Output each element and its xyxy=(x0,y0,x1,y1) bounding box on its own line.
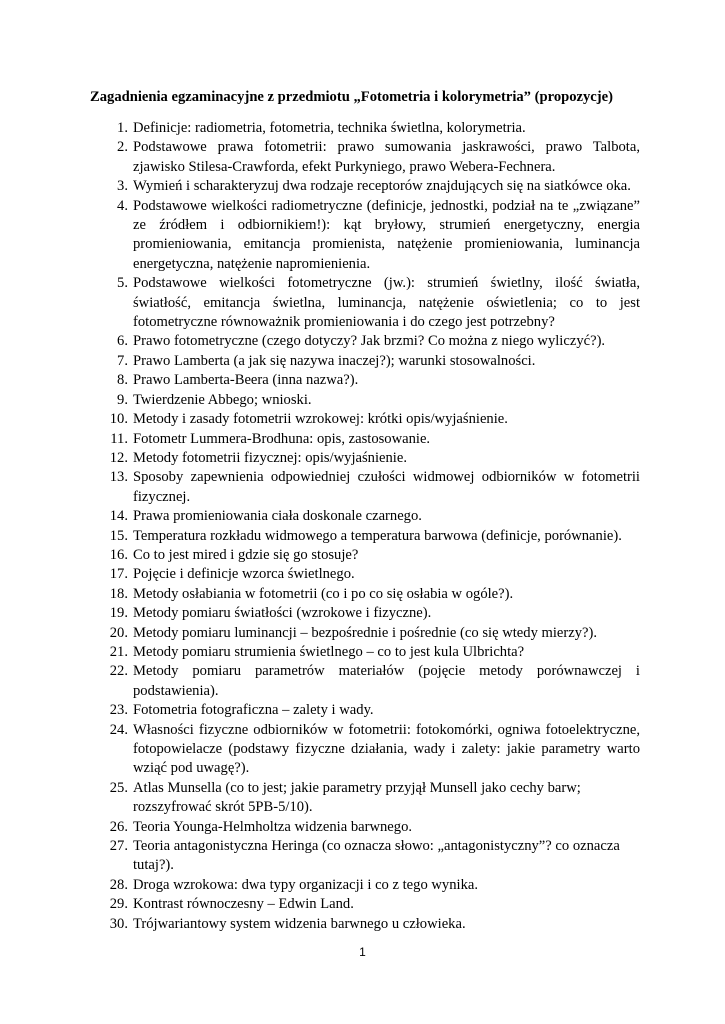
item-text: Metody osłabiania w fotometrii (co i po co się osłabia w ogóle?). xyxy=(133,585,514,602)
item-text: Sposoby zapewnienia odpowiedniej czułości widmowej odbiorników w fotometrii fizycznej. xyxy=(133,469,640,505)
item-number: 17. xyxy=(109,566,128,583)
item-number: 6. xyxy=(117,333,128,350)
item-number: 2. xyxy=(117,139,128,156)
item-number: 12. xyxy=(109,449,128,466)
item-text: Teoria Younga-Helmholtza widzenia barwnego. xyxy=(133,818,413,835)
list-item xyxy=(90,449,640,468)
list-item xyxy=(90,391,640,410)
list-item xyxy=(90,332,640,351)
item-text: Definicje: radiometria, fotometria, technika świetlna, kolorymetria. xyxy=(133,120,526,136)
list-item xyxy=(90,818,640,837)
item-text: Metody i zasady fotometrii wzrokowej: krótki opis/wyjaśnienie. xyxy=(133,411,508,428)
list-item xyxy=(90,585,640,604)
list-item xyxy=(90,624,640,643)
list-item xyxy=(90,837,640,876)
item-number: 25. xyxy=(109,779,128,796)
item-number: 22. xyxy=(109,663,128,680)
question-list xyxy=(90,119,640,934)
item-number: 11. xyxy=(110,430,128,447)
item-text: Atlas Munsella (co to jest; jakie parametry przyjął Munsell jako cechy barw; rozszyfrować skrót 5PB-5/10). xyxy=(133,779,581,816)
list-item xyxy=(90,352,640,371)
item-text: Wymień i scharakteryzuj dwa rodzaje receptorów znajdujących się na siatkówce oka. xyxy=(133,178,631,195)
item-text: Co to jest mired i gdzie się go stosuje? xyxy=(133,546,359,563)
item-text: Metody pomiaru strumienia świetlnego – co to jest kula Ulbrichta? xyxy=(133,643,525,660)
item-text: Metody pomiaru luminancji – bezpośrednie i pośrednie (co się wtedy mierzy?). xyxy=(133,624,598,641)
item-number: 13. xyxy=(109,469,128,486)
item-number: 9. xyxy=(117,391,128,408)
list-item xyxy=(90,430,640,449)
item-text: Prawa promieniowania ciała doskonale czarnego. xyxy=(133,508,422,525)
item-number: 30. xyxy=(109,915,128,932)
list-item xyxy=(90,138,640,177)
item-number: 14. xyxy=(109,508,128,525)
item-text: Podstawowe wielkości radiometryczne (definicje, jednostki, podział na te „związane” ze źródłem i odbiornikiem!): kąt bryłowy, strumień energetyczny, energia promieniowania, emitancja promienista, natężenie promieniowania, luminancja energetyczna, natężenie napromienienia. xyxy=(133,197,640,272)
item-text: Metody fotometrii fizycznej: opis/wyjaśnienie. xyxy=(133,449,407,466)
list-item xyxy=(90,177,640,196)
list-item xyxy=(90,662,640,701)
list-item xyxy=(90,119,640,138)
item-text: Pojęcie i definicje wzorca świetlnego. xyxy=(133,566,355,583)
list-item xyxy=(90,527,640,546)
item-text: Prawo fotometryczne (czego dotyczy? Jak brzmi? Co można z niego wyliczyć?). xyxy=(133,333,606,350)
item-number: 26. xyxy=(109,818,128,835)
item-number: 1. xyxy=(117,120,128,136)
item-text: Prawo Lamberta-Beera (inna nazwa?). xyxy=(133,372,359,389)
item-text: Metody pomiaru parametrów materiałów (pojęcie metody porównawczej i podstawienia). xyxy=(133,663,640,699)
list-item xyxy=(90,895,640,914)
item-number: 27. xyxy=(109,838,128,855)
item-text: Temperatura rozkładu widmowego a temperatura barwowa (definicje, porównanie). xyxy=(133,527,622,544)
item-text: Metody pomiaru światłości (wzrokowe i fizyczne). xyxy=(133,605,432,622)
item-number: 29. xyxy=(109,896,128,913)
list-item xyxy=(90,274,640,332)
item-number: 28. xyxy=(109,876,128,893)
item-text: Fotometr Lummera-Brodhuna: opis, zastosowanie. xyxy=(133,430,431,447)
list-item xyxy=(90,721,640,779)
item-number: 10. xyxy=(109,411,128,428)
page-number: 1 xyxy=(359,945,366,959)
item-text: Twierdzenie Abbego; wnioski. xyxy=(133,391,312,408)
item-text: Podstawowe prawa fotometrii: prawo sumowania jaskrawości, prawo Talbota, zjawisko Stilesa-Crawforda, efekt Purkyniego, prawo Webera-Fechnera. xyxy=(133,139,640,175)
list-item xyxy=(90,197,640,275)
list-item xyxy=(90,507,640,526)
list-item xyxy=(90,915,640,934)
list-item xyxy=(90,371,640,390)
item-number: 5. xyxy=(117,275,128,292)
item-text: Kontrast równoczesny – Edwin Land. xyxy=(133,896,354,913)
item-number: 21. xyxy=(109,643,128,660)
list-item xyxy=(90,701,640,720)
list-item xyxy=(90,565,640,584)
item-number: 16. xyxy=(109,546,128,563)
item-number: 3. xyxy=(117,178,128,195)
item-number: 4. xyxy=(117,197,128,214)
document-title: Zagadnienia egzaminacyjne z przedmiotu „Fotometria i kolorymetria” (propozycje) xyxy=(90,89,613,105)
item-number: 20. xyxy=(109,624,128,641)
list-item xyxy=(90,604,640,623)
list-item xyxy=(90,643,640,662)
item-number: 8. xyxy=(117,372,128,389)
list-item xyxy=(90,468,640,507)
item-number: 18. xyxy=(109,585,128,602)
item-text: Własności fizyczne odbiorników w fotometrii: fotokomórki, ogniwa fotoelektryczne, fotopowielacze (podstawy fizyczne działania, wady i zalety: jakie parametry warto wziąć pod uwagę?). xyxy=(133,721,640,777)
list-item xyxy=(90,876,640,895)
item-text: Podstawowe wielkości fotometryczne (jw.): strumień świetlny, ilość światła, światłość, emitancja świetlna, luminancja, natężenie oświetlenia; co to jest fotometryczne równoważnik promieniowania i do czego jest potrzebny? xyxy=(133,275,640,331)
item-number: 24. xyxy=(109,721,128,738)
list-item xyxy=(90,410,640,429)
item-text: Fotometria fotograficzna – zalety i wady. xyxy=(133,702,374,719)
item-number: 23. xyxy=(109,702,128,719)
item-number: 7. xyxy=(117,352,128,369)
list-item xyxy=(90,779,640,818)
item-text: Droga wzrokowa: dwa typy organizacji i co z tego wynika. xyxy=(133,876,479,893)
item-text: Trójwariantowy system widzenia barwnego u człowieka. xyxy=(133,915,466,932)
item-number: 19. xyxy=(109,605,128,622)
item-number: 15. xyxy=(109,527,128,544)
list-item xyxy=(90,546,640,565)
item-text: Teoria antagonistyczna Heringa (co oznacza słowo: „antagonistyczny”? co oznacza tutaj?). xyxy=(133,838,620,874)
item-text: Prawo Lamberta (a jak się nazywa inaczej?); warunki stosowalności. xyxy=(133,352,536,369)
